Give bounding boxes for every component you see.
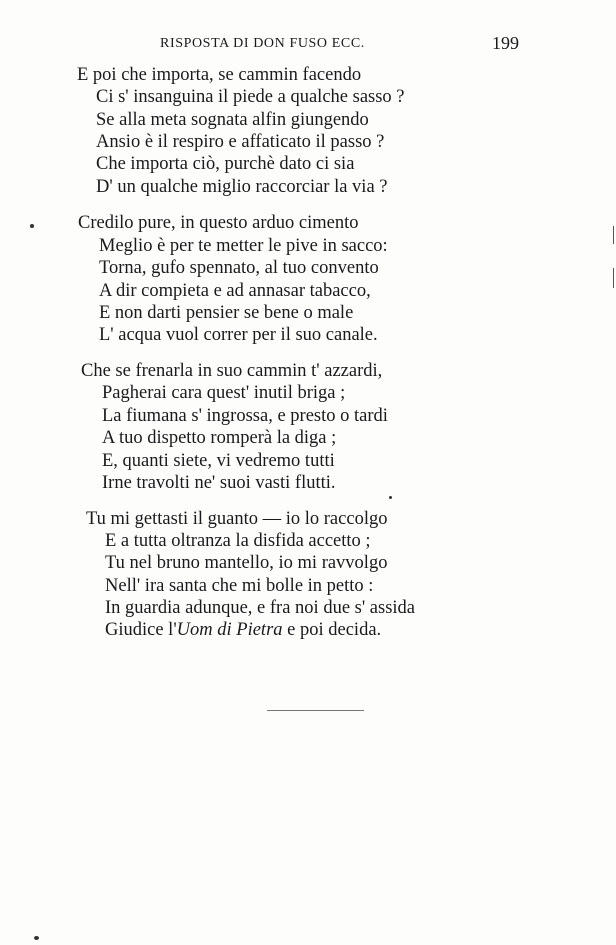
verse-line: Tu mi gettasti il guanto — io lo raccolgo bbox=[86, 509, 388, 529]
verse-line: Torna, gufo spennato, al tuo convento bbox=[99, 258, 379, 278]
verse-line: Credilo pure, in questo arduo cimento bbox=[78, 213, 359, 233]
verse-line: E, quanti siete, vi vedremo tutti bbox=[102, 451, 335, 471]
italic-title: Uom di Pietra bbox=[176, 620, 283, 640]
page-edge-mark bbox=[613, 268, 614, 288]
verse-line-with-italic bbox=[105, 619, 381, 641]
verse-line: D' un qualche miglio raccorciar la via ? bbox=[96, 177, 388, 197]
verse-line: E a tutta oltranza la disfida accetto ; bbox=[105, 531, 371, 551]
verse-line: E non darti pensier se bene o male bbox=[99, 303, 354, 323]
verse-line: Se alla meta sognata alfin giungendo bbox=[96, 110, 369, 130]
verse-line: Ci s' insanguina il piede a qualche sasso ? bbox=[96, 87, 405, 107]
verse-line: Nell' ira santa che mi bolle in petto : bbox=[105, 576, 374, 596]
verse-line: Meglio è per te metter le pive in sacco: bbox=[99, 236, 388, 256]
verse-line: Tu nel bruno mantello, io mi ravvolgo bbox=[105, 553, 388, 573]
verse-line: Irne travolti ne' suoi vasti flutti. bbox=[102, 473, 336, 493]
verse-line: L' acqua vuol correr per il suo canale. bbox=[99, 325, 378, 345]
verse-line: Ansio è il respiro e affaticato il passo ? bbox=[96, 132, 385, 152]
verse-text: Giudice l' bbox=[105, 620, 177, 640]
verse-line: E poi che importa, se cammin facendo bbox=[77, 65, 362, 85]
verse-line: A dir compieta e ad annasar tabacco, bbox=[99, 281, 371, 301]
verse-text: e poi decida. bbox=[282, 620, 382, 640]
ink-speck bbox=[34, 936, 39, 940]
verse-line: In guardia adunque, e fra noi due s' assida bbox=[105, 598, 416, 618]
verse-line: A tuo dispetto romperà la diga ; bbox=[102, 428, 337, 448]
verse-line: La fiumana s' ingrossa, e presto o tardi bbox=[102, 406, 388, 426]
verse-line: Che importa ciò, purchè dato ci sia bbox=[96, 154, 355, 174]
page-edge-mark bbox=[613, 226, 614, 244]
verse-line: Che se frenarla in suo cammin t' azzardi, bbox=[81, 361, 383, 381]
ink-speck bbox=[30, 224, 34, 228]
ink-speck bbox=[389, 496, 392, 499]
running-head: RISPOSTA DI DON FUSO ECC. bbox=[160, 36, 365, 51]
verse-line: Pagherai cara quest' inutil briga ; bbox=[102, 383, 346, 403]
page-number: 199 bbox=[492, 33, 519, 53]
closing-rule bbox=[267, 710, 364, 711]
